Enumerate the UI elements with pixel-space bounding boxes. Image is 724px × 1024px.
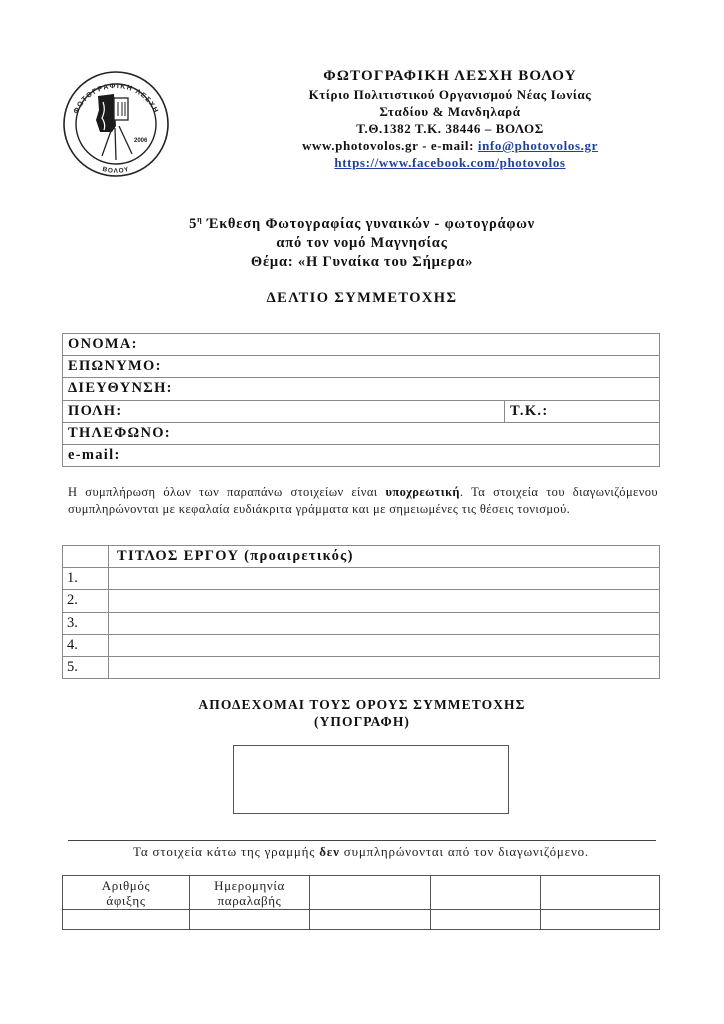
arrival-number-label-2: άφιξης	[106, 892, 146, 908]
work-title-field[interactable]	[109, 590, 660, 612]
separator-note-text-2: συμπληρώνονται από τον διαγωνιζόμενο.	[339, 844, 589, 859]
logo-ring-top: ΦΩΤΟΓΡΑΦΙΚΗ ΛΕΣΧΗ	[72, 82, 160, 115]
camera-seal-icon	[62, 70, 170, 178]
email-label: - e-mail:	[418, 138, 478, 153]
table-row	[63, 400, 660, 422]
table-row	[63, 568, 660, 590]
work-number: 5.	[63, 656, 109, 678]
separator-note-bold: δεν	[319, 844, 340, 859]
table-row	[63, 590, 660, 612]
receipt-date-label-2: παραλαβής	[217, 892, 282, 908]
participant-details-table	[62, 333, 660, 467]
office-cell[interactable]	[310, 910, 431, 930]
work-title-field[interactable]	[109, 568, 660, 590]
event-title-text: Έκθεση Φωτογραφίας γυναικών - φωτογράφων	[202, 216, 535, 232]
table-row	[63, 378, 660, 400]
address-field[interactable]: ΔΙΕΥΘΥΝΣΗ:	[63, 378, 660, 400]
arrival-number-header	[63, 876, 190, 910]
postcode-field[interactable]: Τ.Κ.:	[505, 400, 660, 422]
office-use-table	[62, 875, 660, 930]
table-row	[63, 422, 660, 444]
city-field[interactable]: ΠΟΛΗ:	[63, 400, 505, 422]
club-name: ΦΩΤΟΓΡΑΦΙΚΗ ΛΕΣΧΗ ΒΟΛΟΥ	[323, 68, 577, 84]
surname-field[interactable]: ΕΠΩΝΥΜΟ:	[63, 356, 660, 378]
separator-line	[68, 840, 656, 841]
event-ordinal: 5	[189, 216, 198, 232]
work-number: 2.	[63, 590, 109, 612]
office-cell	[431, 876, 541, 910]
work-number: 4.	[63, 634, 109, 656]
svg-text:ΒΟΛΟΥ	[102, 166, 131, 175]
work-title-field[interactable]	[109, 656, 660, 678]
signature-box[interactable]	[233, 745, 509, 814]
office-cell[interactable]	[431, 910, 541, 930]
table-row	[63, 334, 660, 356]
club-logo	[62, 70, 170, 178]
work-title-field[interactable]	[109, 612, 660, 634]
separator-note	[62, 844, 660, 860]
arrival-number-field[interactable]	[63, 910, 190, 930]
table-row	[63, 612, 660, 634]
email-field[interactable]: e-mail:	[63, 444, 660, 466]
table-row	[63, 656, 660, 678]
note-text-1: Η συμπλήρωση όλων των παραπάνω στοιχείων είναι	[68, 485, 386, 499]
table-row	[63, 910, 660, 930]
receipt-date-header	[190, 876, 310, 910]
office-cell[interactable]	[541, 910, 660, 930]
office-cell	[310, 876, 431, 910]
note-text-2: . Τα στοιχεία του διαγωνιζόμενου συμπληρώνονται με κεφαλαία ευδιάκριτα γράμματα και με σημειωμένες τις θέσεις τονισμού.	[68, 485, 658, 516]
club-header	[250, 67, 650, 171]
event-title	[100, 210, 624, 234]
work-number: 1.	[63, 568, 109, 590]
office-cell	[541, 876, 660, 910]
contact-line	[250, 137, 650, 154]
works-header-blank	[63, 546, 109, 568]
facebook-line	[250, 154, 650, 171]
table-row	[63, 876, 660, 910]
website-text: www.photovolos.gr	[302, 138, 419, 153]
mandatory-note	[68, 484, 658, 517]
work-title-field[interactable]	[109, 634, 660, 656]
logo-ring-bottom: ΒΟΛΟΥ	[101, 165, 131, 175]
accept-terms-text: ΑΠΟΔΕΧΟΜΑΙ ΤΟΥΣ ΟΡΟΥΣ ΣΥΜΜΕΤΟΧΗΣ	[198, 697, 526, 712]
table-row	[63, 634, 660, 656]
accept-terms	[100, 696, 624, 730]
note-bold: υποχρεωτική	[385, 485, 460, 499]
event-ordinal-suffix: η	[197, 215, 203, 224]
receipt-date-field[interactable]	[190, 910, 310, 930]
phone-field[interactable]: ΤΗΛΕΦΩΝΟ:	[63, 422, 660, 444]
event-info	[100, 210, 624, 272]
address-line-2: Σταδίου & Μανδηλαρά	[379, 104, 521, 119]
table-row	[63, 444, 660, 466]
event-region: από τον νομό Μαγνησίας	[276, 235, 448, 251]
event-theme: Θέμα: «Η Γυναίκα του Σήμερα»	[250, 254, 474, 270]
arrival-number-label-1: Αριθμός	[101, 877, 151, 893]
works-header: ΤΙΤΛΟΣ ΕΡΓΟΥ (προαιρετικός)	[109, 546, 660, 568]
table-row	[63, 356, 660, 378]
table-row	[63, 546, 660, 568]
address-line-3: Τ.Θ.1382 Τ.Κ. 38446 – ΒΟΛΟΣ	[356, 121, 544, 136]
logo-year: 2006	[134, 138, 148, 144]
separator-note-text-1: Τα στοιχεία κάτω της γραμμής	[133, 844, 320, 859]
signature-label: (ΥΠΟΓΡΑΦΗ)	[313, 714, 411, 729]
email-link[interactable]: info@photovolos.gr	[477, 138, 598, 153]
form-title: ΔΕΛΤΙΟ ΣΥΜΜΕΤΟΧΗΣ	[266, 290, 458, 306]
facebook-link[interactable]: https://www.facebook.com/photovolos	[334, 155, 566, 170]
receipt-date-label-1: Ημερομηνία	[214, 877, 285, 893]
work-number: 3.	[63, 612, 109, 634]
works-table	[62, 545, 660, 679]
address-line-1: Κτίριο Πολιτιστικού Οργανισμού Νέας Ιωνίας	[308, 87, 592, 102]
name-field[interactable]: ΟΝΟΜΑ:	[63, 334, 660, 356]
